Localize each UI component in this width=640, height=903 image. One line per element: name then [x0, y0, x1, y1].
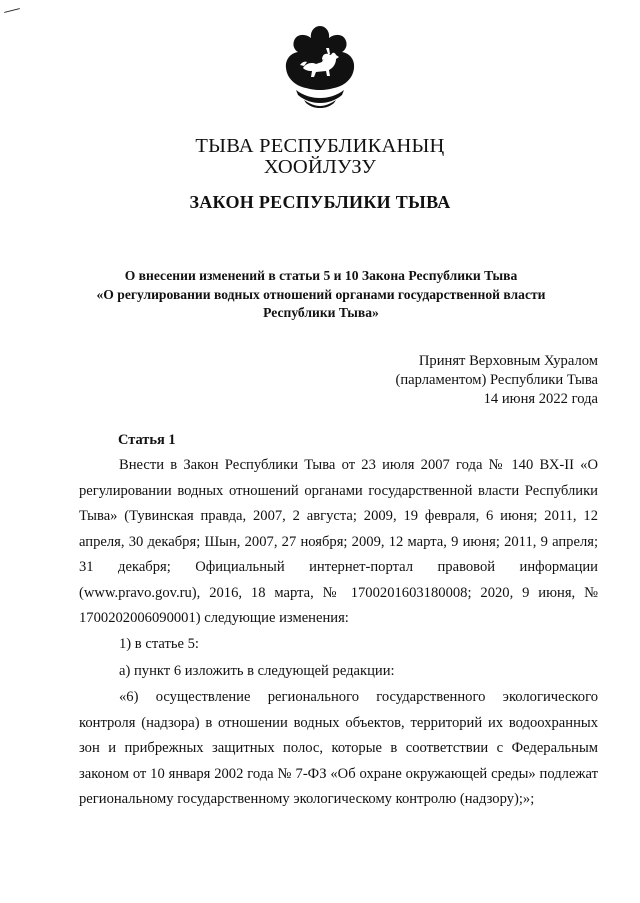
item-a-paragraph: а) пункт 6 изложить в следующей редакции: — [119, 663, 395, 679]
article-title: Статья 1 — [118, 432, 176, 448]
item-1-block — [79, 632, 598, 658]
tuva-parliament-name — [0, 136, 640, 178]
adoption-note — [395, 352, 598, 409]
subject-line-3: Республики Тыва» — [263, 305, 379, 321]
adoption-line-1: Принят Верховным Хуралом — [418, 353, 598, 369]
quoted-text-block — [79, 685, 598, 813]
subject-line-2: «О регулировании водных отношений органами государственной власти — [96, 286, 546, 302]
subject-line-1: О внесении изменений в статьи 5 и 10 Закона Республики Тыва — [124, 268, 518, 283]
scan-mark — [4, 8, 20, 13]
tuva-coat-of-arms-icon — [282, 24, 358, 108]
tuva-name-line-1: ТЫВА РЕСПУБЛИКАНЫҢ — [195, 135, 445, 157]
article-intro-paragraph: Внести в Закон Республики Тыва от 23 июля 2007 года № 140 ВХ-II «О регулировании водных отношений органами государственной власти Республики Тыва» (Тувинская правда, 2007, 2 августа; 2009, 19 февраля, 6 июня; 2011, 12 апреля, 30 декабря; Шын, 2007, 27 ноября; 2009, 12 марта, 9 июня; 2011, 9 апреля; 31 декабря; Официальный интернет-портал правовой информации (www.pravo.gov.ru), 2016, 18 марта, № 1700201603180008; 2020, 9 июня, № 1700202006090001) следующие изменения: — [79, 457, 598, 626]
adoption-line-2: (парламентом) Республики Тыва — [395, 372, 598, 388]
quoted-text-paragraph: «6) осуществление регионального государственного экологического контроля (надзора) в отношении водных объектов, территорий их водоохранных зон и прибрежных защитных полос, которые в соответствии с Федеральным законом от 10 января 2002 года № 7-ФЗ «Об охране окружающей среды» подлежат региональному государственному экологическому контролю (надзору);»; — [79, 689, 598, 807]
article-intro-block — [79, 453, 598, 632]
law-subject — [76, 267, 566, 323]
tuva-name-line-2: ХООЙЛУЗУ — [263, 156, 377, 178]
law-title: ЗАКОН РЕСПУБЛИКИ ТЫВА — [189, 192, 451, 212]
item-1-paragraph: 1) в статье 5: — [119, 636, 199, 652]
adoption-date: 14 июня 2022 года — [483, 391, 598, 407]
item-a-block — [79, 659, 598, 685]
